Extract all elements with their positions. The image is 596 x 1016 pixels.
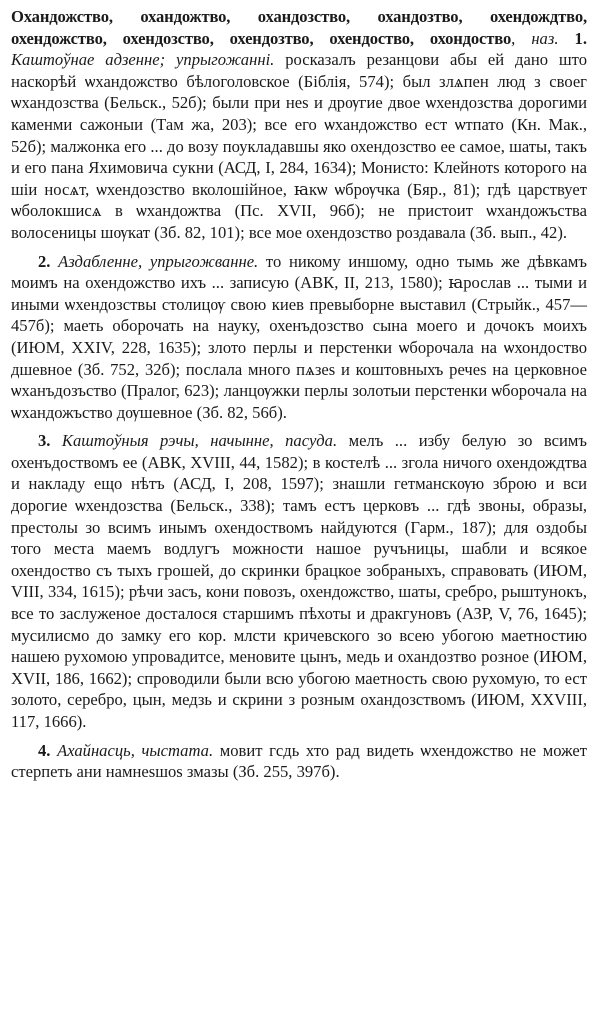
headword: Охандожство, охандожтво, охандозство, охандозтво, охендождтво, охендожство, охендозство, охендозтво, охендоство, охондоство	[11, 7, 587, 48]
sense-2-paragraph	[11, 251, 587, 424]
dictionary-entry	[11, 6, 587, 790]
sense-4-paragraph	[11, 740, 587, 783]
sense-citations: мовит гсдь хто рад видеть ѡхендожство не может стерпеть ани намнеѕшоѕ змазы (Зб. 255, 397б).	[11, 740, 587, 782]
sense-gloss: Ахайнасць, чыстата.	[57, 740, 214, 760]
sense-number: 4.	[38, 740, 51, 760]
sense-citations: то никому иншому, одно тымь же дѣвкамъ моимъ на охендожство ихъ ... записую (АВК, ІІ, 213, 1580); ꙗрослав ... тыми и иными ѡхендозствы столицѹ свою киев превыборне выставил (Стрыйк., 457—457б); маеть оборочать на науку, охенъдозство сына моего и дочокъ моихъ (ИЮМ, XXIV, 228, 1635); злото перлы и перстенки ѡборочала на ѡхондоство дшевное (Зб. 752, 32б); послала много пѧзеѕ и коштовныхъ речеѕ на церковное ѡханъдозъство (Пралог, 623); ланцѹжки перлы золотыи перстенки ѡборочала на ѡхандожъство дѹшевное (Зб. 82, 56б).	[11, 251, 588, 422]
sense-citations: росказалъ резанцови абы ей дано што наскорѣй ѡхандожство бѣлоголовское (Біблія, 574); был злѧпен люд з своег ѡхандозства (Бельск., 52б); были при неѕ и дрѹгие двое ѡхендозства дорогими каменми сажоныи (Там жа, 203); все его ѡхандожство ест ѡтпато (Кн. Мак., 52б); малжонка его ... до возу поукладавшы яко охендозство ее самое, шаты, такъ и его пана Яхимовича сукни (АСД, І, 284, 1634); Монисто: Клейнотѕ которого на шіи носѧт, ѡхендозство вколошійное, ꙗкѡ ѡбрѹчка (Бяр., 81); гдѣ царствует ѡболокшисѧ в ѡхандожтва (Пс. XVII, 96б); не пристоит ѡхандожъства волосеницы шѹкат (Зб. 82, 101); все мое охендозство роздавала (Зб. вып., 42).	[11, 50, 587, 242]
sense-gloss: Каштоўнае адзенне; упрыгожанні.	[11, 50, 275, 70]
sense-1-paragraph: Охандожство, охандожтво, охандозство, охандозтво, охендождтво, охендожство, охендозство, охендозтво, охендоство, охондоство, наз. 1. Каштоўнае адзенне; упрыгожанні. росказалъ резанцови абы ей дано што наскорѣй ѡхандожство бѣлоголовское (Біблія, 574); был злѧпен люд з своег ѡхандозства (Бельск., 52б); были при неѕ и дрѹгие двое ѡхендозства дорогими каменми сажоныи (Там жа, 203); все его ѡхандожство ест ѡтпато (Кн. Мак., 52б); малжонка его ... до возу поукладавшы яко охендозство ее самое, шаты, такъ и его пана Яхимовича сукни (АСД, І, 284, 1634); Монисто: Клейнотѕ которого на шіи носѧт, ѡхендозство вколошійное, ꙗкѡ ѡбрѹчка (Бяр., 81); гдѣ царствует ѡболокшисѧ в ѡхандожтва (Пс. XVII, 96б); не пристоит ѡхандожъства волосеницы шѹкат (Зб. 82, 101); все мое охендозство роздавала (Зб. вып., 42).	[11, 7, 587, 242]
part-of-speech: наз.	[531, 28, 559, 48]
sense-gloss: Каштоўныя рэчы, начынне, пасуда.	[61, 431, 338, 451]
sense-number: 3.	[38, 431, 51, 451]
sense-number: 2.	[38, 251, 51, 271]
sense-gloss: Аздабленне, упрыгожванне.	[58, 251, 259, 271]
sense-number: 1.	[574, 28, 587, 48]
sense-citations: мелъ ... избу белую зо всимъ охенъдоствомъ ее (АВК, XVIII, 44, 1582); в костелѣ ... згола ничого охендождтва и накладу ещо нѣтъ (АСД, І, 208, 1597); знашли гетманскѹю зброю и вси дорогие ѡхендозства (Бельск., 338); тамъ естъ церковъ ... гдѣ звоны, образы, престолы зо всимъ инымъ охендоствомъ найдуются (Гарм., 187); для оздобы того места маемъ водлугъ можности нашое ручъницы, шабли и всякое охендоство съ тыхъ грошей, до скринки брацкое зобраныхъ, справовать (ИЮМ, VIII, 334, 1615); рѣчи засъ, кони повозъ, охендожство, шаты, сребро, рыштунокъ, все то заслуженое досталося старшимъ пѣхоты и дракгуновъ (АЗР, V, 76, 1645); мусилисмо до замку его кор. млсти кричевского зо всею убогою маетностию нашею рухомою упровадитсе, меновите цынъ, медь и охандозтво розное (ИЮМ, XVII, 186, 1662); спроводили были всю убогою маетность свою рухомую, то ест золото, серебро, цын, медзь и скрини з розным охандозствомъ (ИЮМ, XXVIII, 117, 1666).	[11, 431, 587, 731]
sense-3-paragraph	[11, 430, 587, 732]
